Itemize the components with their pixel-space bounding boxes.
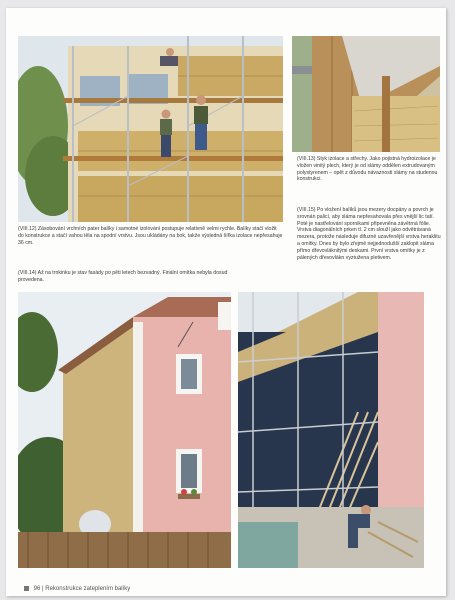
photo-finished-facade [18,292,231,568]
photo-roof-junction [292,36,440,152]
caption-viii-15: (VIII.15) Po vložení balíků jsou mezery docpány a povrch je srovnán palicí, aby sláma nepřesahovala přes vnější lic tatí. Poté je nastřelování spornikami připevněna závětrná fólie. Vrstva diagonálních prken tl. 2 cm slouží jako odvětrávaná mezera, protože následuje difuzně uzavřenější vrstva heraklitu a omítky. Dnes by bylo zřejmě nejjednodušší zaklopit sláma přímo dřevovláknitými deskami. První vrstva omítky je z pálených dřevovlákn vyztužena pletivem. [297,207,441,261]
caption-viii-12: (VIII.12) Zásobování vrchních pater balíky i samotné izolování postupuje relativně velmi rychle. Balíky stačí vložit do konstrukce a stačí vahou těla na spodní vrstvu. Jsou ukládány na bok, takže výsledná šířka izolace nepřesahuje 36 cm. [18,226,283,246]
page [6,8,446,596]
photo-membrane-scaffolding [238,292,424,568]
page-footer [24,586,130,592]
caption-viii-13: (VIII.13) Styk izolace a střechy. Jako pojistná hydroizolace je vložen vinitý plech, který je od slámy oddělen extrudovaným polystyrenem – opět z důvodu návaznosti slámy na studenou konstrukci. [297,156,438,183]
footer-separator: | [42,586,46,593]
page-number: 96 [33,586,41,593]
footer-marker-icon [24,586,29,591]
section-title: Rekonstrukce zateplením balíky [45,586,131,593]
photo-scaffolding-workers [18,36,283,222]
caption-viii-14: (VIII.14) Až na trnkinku je stav fasády po pěti letech bezvadný. Finální omítka nebyla dosud provedena. [18,270,228,283]
